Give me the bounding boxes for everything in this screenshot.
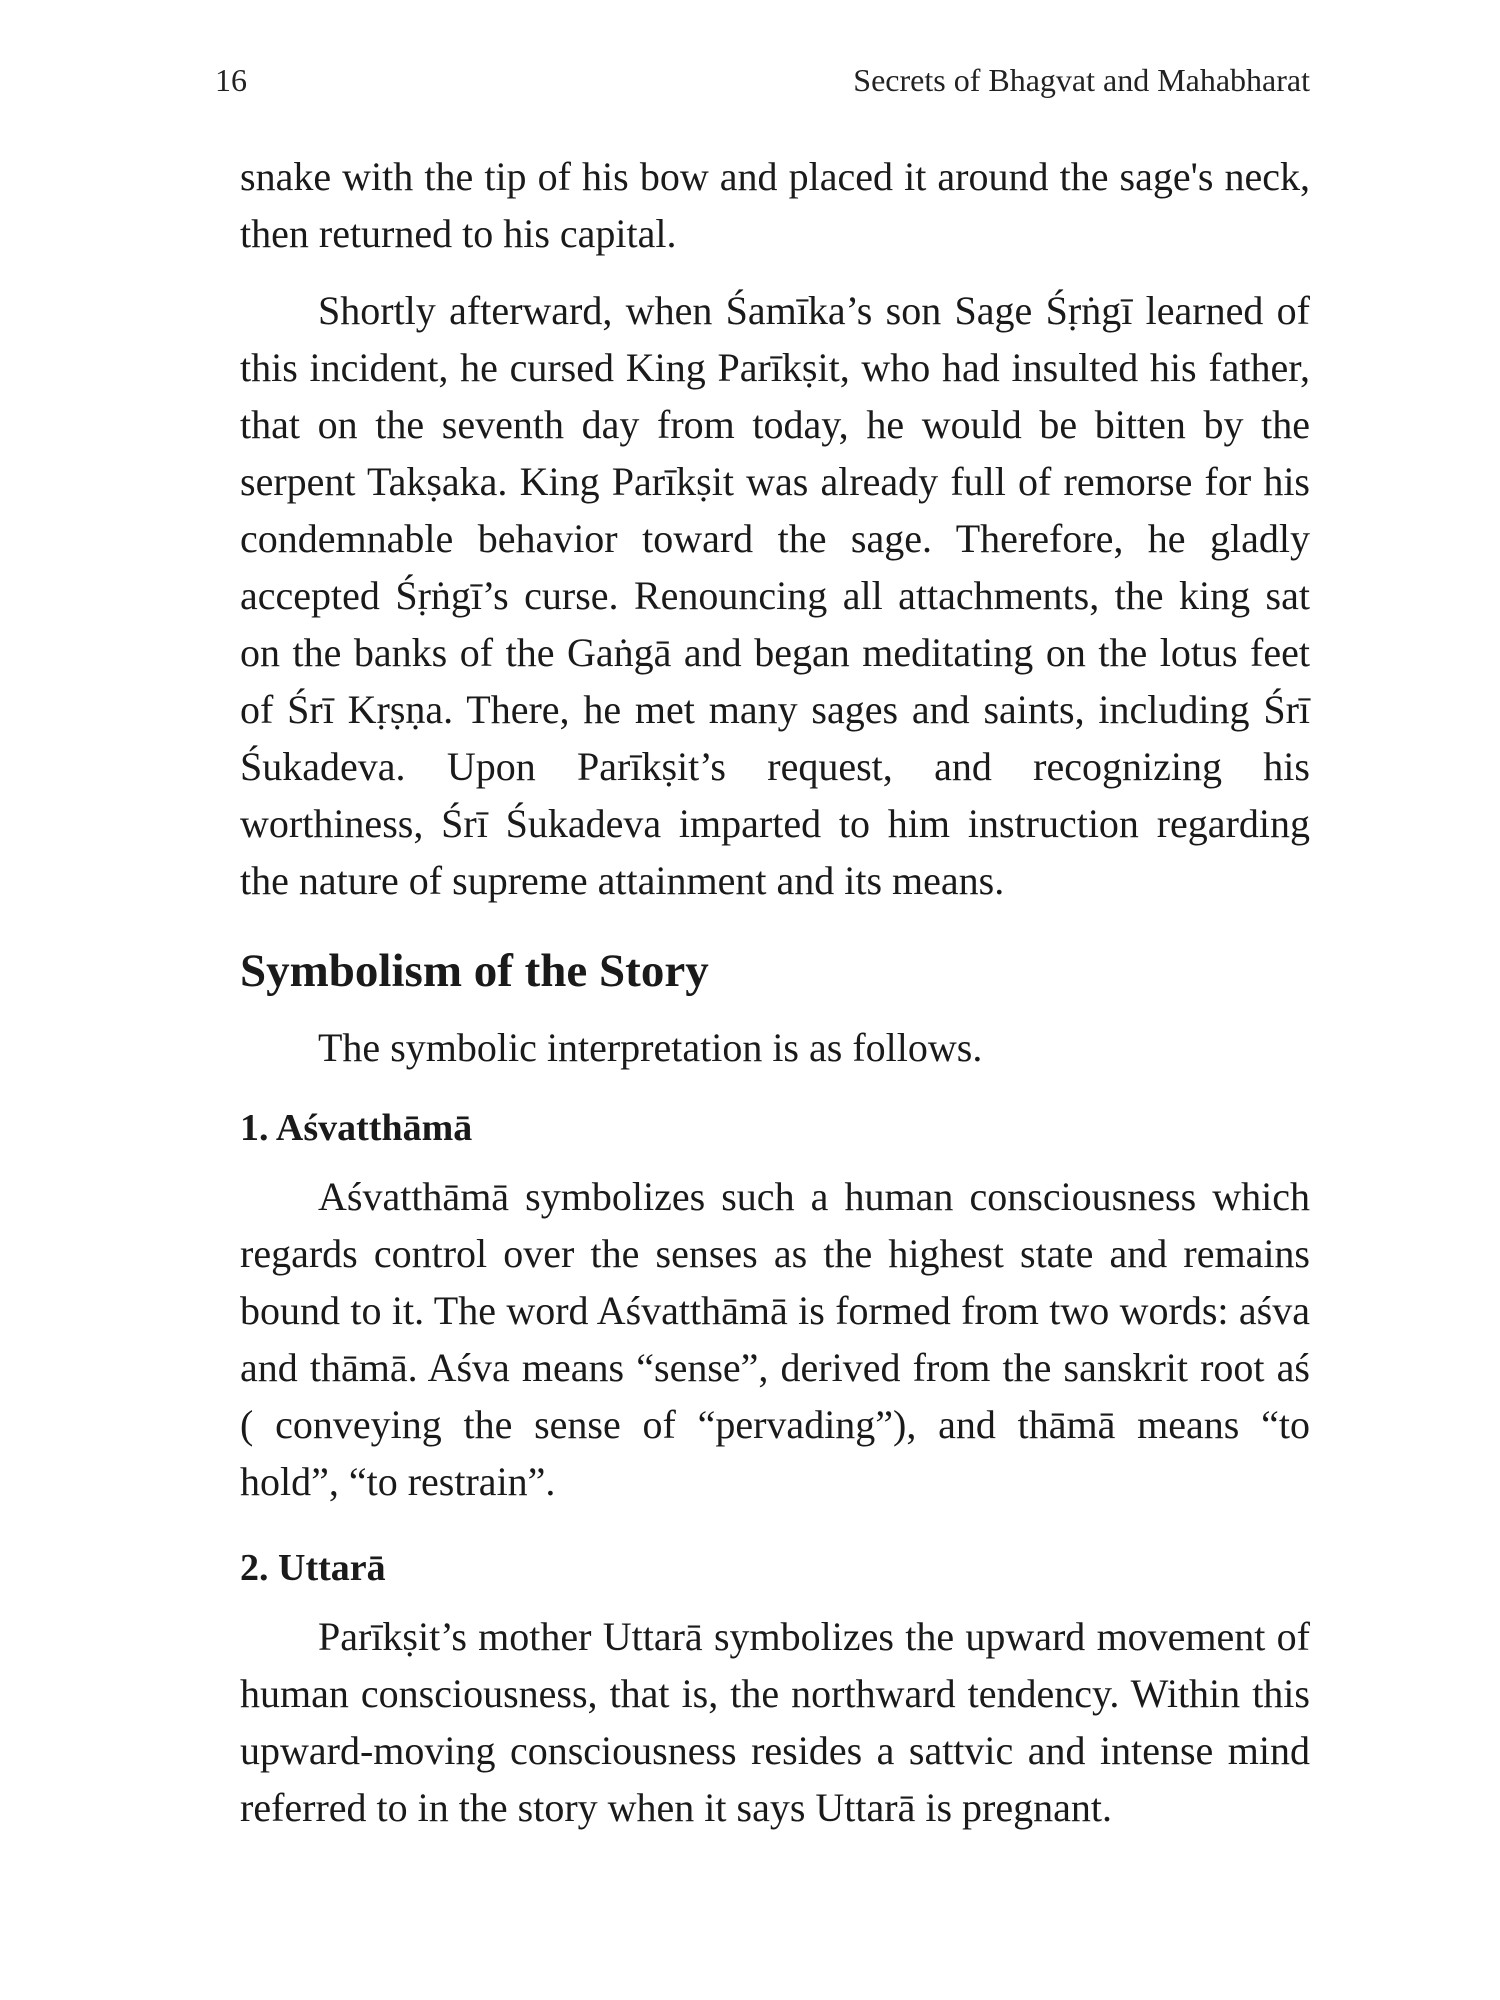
- item-text-asvatthama: Aśvatthāmā symbolizes such a human consciousness which regards control over the senses as the highest state and remains bound to it. The word Aśvatthāmā is formed from two words: aśva and thāmā. Aśva means “sense”, derived from the sanskrit root aś ( conveying the sense of “pervading”), and thāmā means “to hold”, “to restrain”.: [240, 1174, 1310, 1504]
- section-heading: Symbolism of the Story: [240, 945, 709, 997]
- book-title: Secrets of Bhagvat and Mahabharat: [853, 62, 1310, 98]
- item-heading-asvatthama: 1. Aśvatthāmā: [240, 1107, 473, 1149]
- body-text: [240, 148, 1310, 1836]
- page-number: 16: [215, 62, 247, 98]
- item-heading-uttara: 2. Uttarā: [240, 1547, 386, 1589]
- item-text-uttara: Parīkṣit’s mother Uttarā symbolizes the upward movement of human consciousness, that is, the northward tendency. Within this upward-moving consciousness resides a sattvic and intense mind referred to in the story when it says Uttarā is pregnant.: [240, 1614, 1310, 1830]
- continuation-paragraph: snake with the tip of his bow and placed it around the sage's neck, then returned to his capital.: [240, 154, 1310, 256]
- running-head: [215, 62, 1310, 102]
- curse-paragraph: Shortly afterward, when Śamīka’s son Sage Śṛṅgī learned of this incident, he cursed King Parīkṣit, who had insulted his father, that on the seventh day from today, he would be bitten by the serpent Takṣaka. King Parīkṣit was already full of remorse for his condemnable behavior toward the sage. Therefore, he gladly accepted Śṛṅgī’s curse. Renouncing all attachments, the king sat on the banks of the Gaṅgā and began meditating on the lotus feet of Śrī Kṛṣṇa. There, he met many sages and saints, including Śrī Śukadeva. Upon Parīkṣit’s request, and recognizing his worthiness, Śrī Śukadeva imparted to him instruction regarding the nature of supreme attainment and its means.: [240, 288, 1310, 903]
- section-intro: The symbolic interpretation is as follows.: [318, 1025, 983, 1070]
